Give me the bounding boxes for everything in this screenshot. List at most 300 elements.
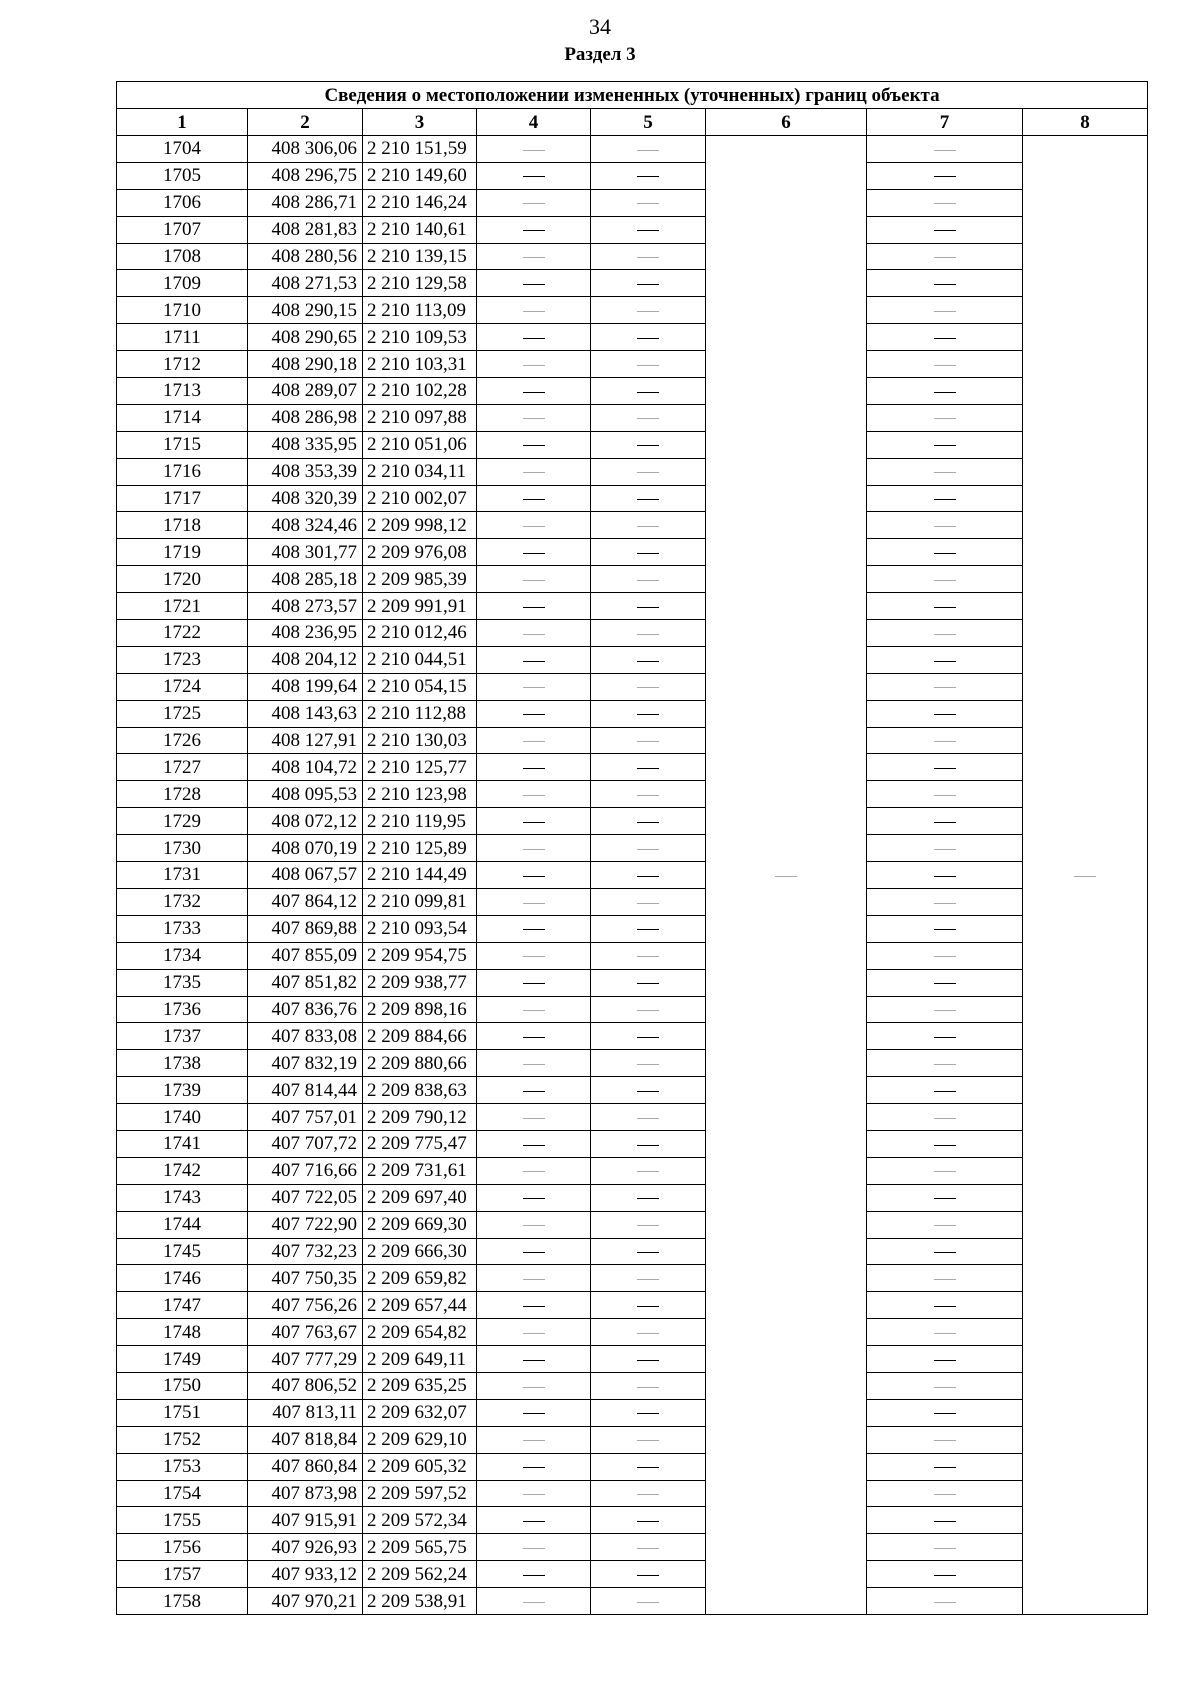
col-7-value [867,189,1023,216]
coord-x: 407 763,67 [248,1319,363,1346]
dash-mark [523,203,545,204]
col-7-value [867,1453,1023,1480]
col-4-value [477,915,591,942]
dash-mark [523,661,545,662]
dash-mark [523,741,545,742]
dash-mark [934,1252,956,1253]
col-4-value [477,1238,591,1265]
col-4-value [477,539,591,566]
col-7-value [867,996,1023,1023]
table-row [117,1399,1148,1426]
point-number: 1758 [117,1588,248,1615]
coord-x: 407 836,76 [248,996,363,1023]
coord-y: 2 210 051,06 [363,431,477,458]
dash-mark [637,392,659,393]
coord-y: 2 210 123,98 [363,781,477,808]
col-5-value [591,808,706,835]
table-row [117,673,1148,700]
point-number: 1719 [117,539,248,566]
coord-y: 2 210 119,95 [363,808,477,835]
point-number: 1713 [117,378,248,405]
col-7-value [867,1184,1023,1211]
table-row [117,1292,1148,1319]
coord-y: 2 210 129,58 [363,270,477,297]
col-5-value [591,539,706,566]
col-5-value [591,969,706,996]
col-7-value [867,1372,1023,1399]
table-body [117,136,1148,1615]
dash-mark [523,1333,545,1334]
coord-x: 408 072,12 [248,808,363,835]
coord-y: 2 209 669,30 [363,1211,477,1238]
coord-y: 2 209 838,63 [363,1077,477,1104]
dash-mark [934,1440,956,1441]
dash-mark [523,1225,545,1226]
coord-y: 2 210 109,53 [363,324,477,351]
coord-x: 408 290,15 [248,297,363,324]
dash-mark [637,714,659,715]
point-number: 1747 [117,1292,248,1319]
point-number: 1744 [117,1211,248,1238]
point-number: 1740 [117,1104,248,1131]
point-number: 1718 [117,512,248,539]
dash-mark [934,687,956,688]
dash-mark [934,876,956,877]
col-4-value [477,1292,591,1319]
dash-mark [934,795,956,796]
col-7-value [867,1534,1023,1561]
dash-mark [637,445,659,446]
col-7-value [867,1265,1023,1292]
dash-mark [934,1521,956,1522]
coord-y: 2 210 002,07 [363,485,477,512]
table-row [117,754,1148,781]
dash-mark [934,553,956,554]
col-7-value [867,216,1023,243]
coord-x: 407 716,66 [248,1157,363,1184]
table-row [117,136,1148,163]
dash-mark [934,1387,956,1388]
col-7-value [867,1507,1023,1534]
col-7-value [867,1157,1023,1184]
dash-mark [934,822,956,823]
col-8-value [1023,136,1148,1615]
col-5-value [591,162,706,189]
point-number: 1748 [117,1319,248,1346]
coord-x: 408 290,65 [248,324,363,351]
col-7-value [867,351,1023,378]
col-7-value [867,835,1023,862]
coord-x: 407 732,23 [248,1238,363,1265]
coord-x: 408 353,39 [248,458,363,485]
dash-mark [934,983,956,984]
dash-mark [637,1252,659,1253]
coord-x: 408 320,39 [248,485,363,512]
dash-mark [523,1440,545,1441]
col-5-value [591,1346,706,1373]
col-7-value [867,1480,1023,1507]
coord-x: 408 281,83 [248,216,363,243]
col-5-value [591,1561,706,1588]
table-row [117,700,1148,727]
table-row [117,431,1148,458]
point-number: 1745 [117,1238,248,1265]
dash-mark [523,849,545,850]
col-6-value [706,136,867,1615]
point-number: 1756 [117,1534,248,1561]
table-row [117,808,1148,835]
col-7-value [867,324,1023,351]
coord-y: 2 209 697,40 [363,1184,477,1211]
coord-y: 2 210 054,15 [363,673,477,700]
col-4-value [477,781,591,808]
table-row [117,566,1148,593]
coord-y: 2 209 985,39 [363,566,477,593]
table-row [117,458,1148,485]
dash-mark [637,1602,659,1603]
col-5-value [591,727,706,754]
coord-y: 2 209 635,25 [363,1372,477,1399]
point-number: 1738 [117,1050,248,1077]
col-5-value [591,458,706,485]
col-4-value [477,1211,591,1238]
dash-mark [523,230,545,231]
dash-mark [637,768,659,769]
point-number: 1750 [117,1372,248,1399]
dash-mark [523,1118,545,1119]
coord-x: 407 933,12 [248,1561,363,1588]
coord-y: 2 210 034,11 [363,458,477,485]
dash-mark [934,1467,956,1468]
dash-mark [523,526,545,527]
col-5-value [591,1130,706,1157]
col-4-value [477,1399,591,1426]
dash-mark [934,203,956,204]
point-number: 1741 [117,1130,248,1157]
col-7-value [867,727,1023,754]
coord-x: 408 204,12 [248,646,363,673]
col-5-value [591,862,706,889]
table-row [117,1050,1148,1077]
table-row [117,620,1148,647]
dash-mark [934,418,956,419]
col-5-value [591,404,706,431]
col-7-value [867,1588,1023,1615]
coord-y: 2 209 605,32 [363,1453,477,1480]
coord-y: 2 209 790,12 [363,1104,477,1131]
col-5-value [591,700,706,727]
dash-mark [637,203,659,204]
column-number-6: 6 [706,109,867,136]
coord-y: 2 210 112,88 [363,700,477,727]
dash-mark [637,1225,659,1226]
dash-mark [523,903,545,904]
dash-mark [934,634,956,635]
dash-mark [934,499,956,500]
col-5-value [591,216,706,243]
dash-mark [523,472,545,473]
coord-x: 407 756,26 [248,1292,363,1319]
col-4-value [477,351,591,378]
coord-y: 2 209 538,91 [363,1588,477,1615]
dash-mark [523,1494,545,1495]
coord-y: 2 210 113,09 [363,297,477,324]
dash-mark [637,580,659,581]
dash-mark [523,311,545,312]
col-5-value [591,485,706,512]
point-number: 1752 [117,1426,248,1453]
dash-mark [637,1387,659,1388]
col-7-value [867,1130,1023,1157]
col-4-value [477,1480,591,1507]
col-5-value [591,1023,706,1050]
col-4-value [477,593,591,620]
col-4-value [477,888,591,915]
column-number-row [117,109,1148,136]
col-5-value [591,593,706,620]
dash-mark [934,150,956,151]
dash-mark [523,768,545,769]
coord-x: 407 777,29 [248,1346,363,1373]
dash-mark [523,1521,545,1522]
col-4-value [477,404,591,431]
col-5-value [591,1319,706,1346]
coord-y: 2 210 125,89 [363,835,477,862]
dash-mark [637,741,659,742]
dash-mark [934,1091,956,1092]
col-7-value [867,700,1023,727]
point-number: 1746 [117,1265,248,1292]
point-number: 1709 [117,270,248,297]
table-row [117,1238,1148,1265]
col-7-value [867,673,1023,700]
dash-mark [523,1467,545,1468]
point-number: 1715 [117,431,248,458]
dash-mark [523,499,545,500]
col-4-value [477,646,591,673]
dash-mark [637,1279,659,1280]
col-4-value [477,189,591,216]
table-row [117,835,1148,862]
table-row [117,1211,1148,1238]
coord-x: 408 280,56 [248,243,363,270]
coord-y: 2 209 597,52 [363,1480,477,1507]
dash-mark [523,1064,545,1065]
table-row [117,1319,1148,1346]
coord-x: 408 143,63 [248,700,363,727]
coord-x: 407 722,05 [248,1184,363,1211]
table-row [117,1426,1148,1453]
coord-x: 407 750,35 [248,1265,363,1292]
coord-y: 2 210 140,61 [363,216,477,243]
point-number: 1739 [117,1077,248,1104]
dash-mark [934,526,956,527]
dash-mark [637,903,659,904]
coord-x: 408 335,95 [248,431,363,458]
dash-mark [1074,876,1096,877]
point-number: 1749 [117,1346,248,1373]
col-4-value [477,216,591,243]
col-5-value [591,646,706,673]
col-4-value [477,620,591,647]
dash-mark [934,257,956,258]
point-number: 1717 [117,485,248,512]
coord-x: 407 813,11 [248,1399,363,1426]
col-7-value [867,1211,1023,1238]
dash-mark [637,150,659,151]
point-number: 1735 [117,969,248,996]
coord-x: 408 286,71 [248,189,363,216]
dash-mark [934,661,956,662]
dash-mark [637,1198,659,1199]
col-5-value [591,1480,706,1507]
coord-y: 2 209 654,82 [363,1319,477,1346]
col-5-value [591,1453,706,1480]
coord-y: 2 209 666,30 [363,1238,477,1265]
coord-x: 408 236,95 [248,620,363,647]
col-5-value [591,351,706,378]
col-7-value [867,1399,1023,1426]
col-5-value [591,942,706,969]
dash-mark [637,1440,659,1441]
coord-y: 2 209 731,61 [363,1157,477,1184]
col-5-value [591,996,706,1023]
dash-mark [934,1306,956,1307]
col-4-value [477,458,591,485]
col-4-value [477,162,591,189]
coord-x: 407 869,88 [248,915,363,942]
dash-mark [637,1494,659,1495]
col-7-value [867,915,1023,942]
dash-mark [637,311,659,312]
table-row [117,1130,1148,1157]
col-4-value [477,1372,591,1399]
col-5-value [591,270,706,297]
col-4-value [477,1319,591,1346]
point-number: 1721 [117,593,248,620]
dash-mark [523,553,545,554]
coord-x: 407 833,08 [248,1023,363,1050]
dash-mark [934,849,956,850]
dash-mark [934,1279,956,1280]
col-4-value [477,727,591,754]
dash-mark [523,1602,545,1603]
dash-mark [523,607,545,608]
col-7-value [867,1561,1023,1588]
dash-mark [934,903,956,904]
coord-x: 407 722,90 [248,1211,363,1238]
col-5-value [591,1534,706,1561]
col-4-value [477,512,591,539]
point-number: 1757 [117,1561,248,1588]
table-row [117,969,1148,996]
col-4-value [477,485,591,512]
col-7-value [867,620,1023,647]
point-number: 1711 [117,324,248,351]
table-row [117,243,1148,270]
dash-mark [523,1279,545,1280]
col-5-value [591,1104,706,1131]
col-4-value [477,1104,591,1131]
dash-mark [523,445,545,446]
point-number: 1706 [117,189,248,216]
table-row [117,512,1148,539]
coord-y: 2 209 659,82 [363,1265,477,1292]
dash-mark [637,661,659,662]
col-7-value [867,808,1023,835]
col-4-value [477,808,591,835]
coord-x: 408 290,18 [248,351,363,378]
table-row [117,646,1148,673]
dash-mark [934,1171,956,1172]
coord-y: 2 210 130,03 [363,727,477,754]
dash-mark [637,1091,659,1092]
dash-mark [637,1413,659,1414]
col-5-value [591,1507,706,1534]
table-row [117,1507,1148,1534]
dash-mark [523,1387,545,1388]
point-number: 1730 [117,835,248,862]
col-4-value [477,942,591,969]
col-5-value [591,297,706,324]
dash-mark [637,1037,659,1038]
page-number: 34 [589,14,611,39]
col-5-value [591,189,706,216]
point-number: 1729 [117,808,248,835]
table-row [117,1346,1148,1373]
coord-y: 2 209 880,66 [363,1050,477,1077]
col-5-value [591,1238,706,1265]
dash-mark [523,714,545,715]
coord-y: 2 209 998,12 [363,512,477,539]
dash-mark [523,929,545,930]
col-4-value [477,1184,591,1211]
col-7-value [867,593,1023,620]
col-7-value [867,378,1023,405]
dash-mark [637,929,659,930]
col-5-value [591,431,706,458]
coord-y: 2 209 976,08 [363,539,477,566]
coord-y: 2 209 562,24 [363,1561,477,1588]
dash-mark [934,230,956,231]
table-row [117,297,1148,324]
table-row [117,1023,1148,1050]
dash-mark [637,1118,659,1119]
col-4-value [477,1157,591,1184]
col-5-value [591,673,706,700]
col-4-value [477,297,591,324]
col-5-value [591,835,706,862]
dash-mark [934,714,956,715]
table-row [117,351,1148,378]
coord-y: 2 210 151,59 [363,136,477,163]
col-4-value [477,1050,591,1077]
col-4-value [477,1534,591,1561]
dash-mark [637,472,659,473]
dash-mark [523,1575,545,1576]
col-7-value [867,243,1023,270]
coord-y: 2 210 146,24 [363,189,477,216]
table-row [117,942,1148,969]
dash-mark [934,956,956,957]
coord-y: 2 209 657,44 [363,1292,477,1319]
dash-mark [934,768,956,769]
dash-mark [934,1333,956,1334]
table-row [117,781,1148,808]
dash-mark [934,741,956,742]
dash-mark [523,956,545,957]
coord-y: 2 210 093,54 [363,915,477,942]
